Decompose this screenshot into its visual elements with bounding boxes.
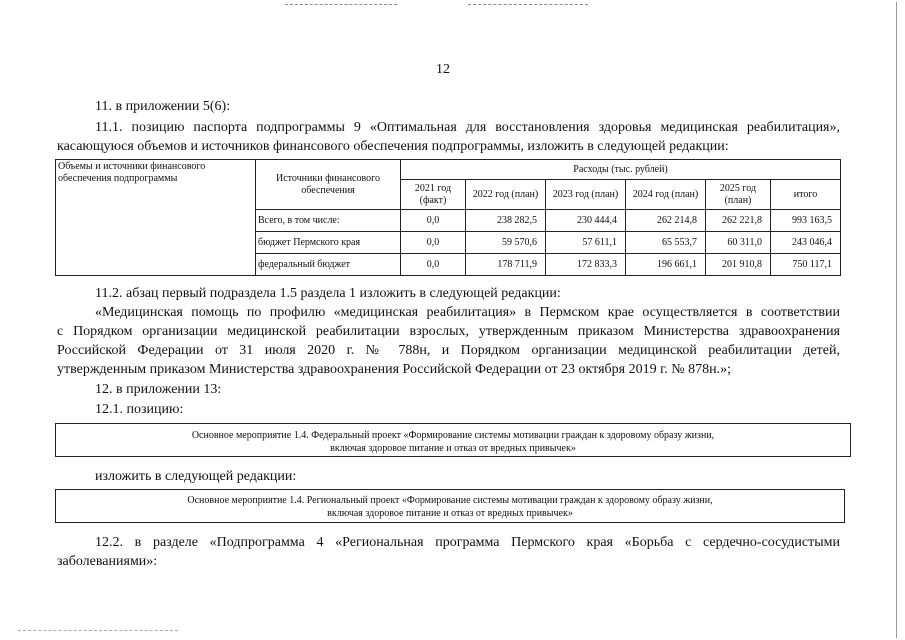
finance-table-source: федеральный бюджет <box>256 254 401 276</box>
finance-table-cell: 59 570,6 <box>466 232 546 254</box>
finance-table-cell: 238 282,5 <box>466 210 546 232</box>
finance-table-source: Всего, в том числе: <box>256 210 401 232</box>
finance-table-cell: 243 046,4 <box>771 232 841 254</box>
finance-table-cell: 57 611,1 <box>546 232 626 254</box>
scan-edge-line-top-right <box>468 4 588 5</box>
finance-table-cell: 60 311,0 <box>706 232 771 254</box>
new-position-box <box>55 489 845 523</box>
finance-table-cell: 262 214,8 <box>626 210 706 232</box>
finance-table-col-header: 2021 год (факт) <box>401 180 466 210</box>
finance-table-expenses-header: Расходы (тыс. рублей) <box>401 160 841 180</box>
finance-table-cell: 230 444,4 <box>546 210 626 232</box>
quote-line3: Российской Федерации от 31 июля 2020 г. № 788н, и Порядком организации медицинской реабилитации детей, <box>57 343 840 358</box>
finance-table-cell: 178 711,9 <box>466 254 546 276</box>
finance-table-cell: 993 163,5 <box>771 210 841 232</box>
scan-edge-line-right <box>896 2 897 638</box>
finance-table-cell: 0,0 <box>401 210 466 232</box>
restate-label: изложить в следующей редакции: <box>95 469 297 484</box>
finance-table-cell: 0,0 <box>401 254 466 276</box>
finance-table-cell: 172 833,3 <box>546 254 626 276</box>
scan-edge-line-top-left <box>285 4 397 5</box>
new-position-line1: Основное мероприятие 1.4. Региональный проект «Формирование системы мотивации граждан к здоровому образу жизни, <box>187 495 713 506</box>
quote-line4: утвержденным приказом Министерства здравоохранения Российской Федерации от 23 октября 2019 г. № 878н.»; <box>57 362 732 377</box>
finance-table-row-header: Объемы и источники финансового обеспечения подпрограммы <box>56 160 256 276</box>
quote-line1: «Медицинская помощь по профилю «медицинская реабилитация» в Пермском крае осуществляется в соответствии <box>95 305 840 320</box>
finance-table-cell: 196 661,1 <box>626 254 706 276</box>
item-12-2-line1: 12.2. в разделе «Подпрограмма 4 «Региональная программа Пермского края «Борьба с сердечно-сосудистыми <box>95 535 840 550</box>
quote-line2: с Порядком организации медицинской реабилитации взрослых, утвержденным приказом Министерства здравоохранения <box>57 324 840 339</box>
item-12: 12. в приложении 13: <box>95 382 222 397</box>
finance-table-col-header: 2023 год (план) <box>546 180 626 210</box>
old-position-box <box>55 423 851 457</box>
finance-table-col-header: 2022 год (план) <box>466 180 546 210</box>
item-11-1-line1: 11.1. позицию паспорта подпрограммы 9 «Оптимальная для восстановления здоровья медицинская реабилитация», <box>95 120 840 135</box>
new-position-line2: включая здоровое питание и отказ от вредных привычек» <box>327 508 573 519</box>
item-11-1-line2: касающуюся объемов и источников финансового обеспечения подпрограммы, изложить в следующей редакции: <box>57 139 729 154</box>
finance-table-source: бюджет Пермского края <box>256 232 401 254</box>
scan-edge-line-bottom <box>18 630 178 631</box>
finance-table-cell: 750 117,1 <box>771 254 841 276</box>
finance-table-col-header: 2024 год (план) <box>626 180 706 210</box>
old-position-line1: Основное мероприятие 1.4. Федеральный проект «Формирование системы мотивации граждан к здоровому образу жизни, <box>191 430 715 441</box>
finance-table-cell: 0,0 <box>401 232 466 254</box>
item-12-1: 12.1. позицию: <box>95 402 184 417</box>
finance-table-cell: 65 553,7 <box>626 232 706 254</box>
old-position-line2: включая здоровое питание и отказ от вредных привычек» <box>330 443 576 454</box>
item-11: 11. в приложении 5(6): <box>95 99 231 114</box>
finance-table-col-header: итого <box>771 180 841 210</box>
finance-table-cell: 262 221,8 <box>706 210 771 232</box>
item-11-2: 11.2. абзац первый подраздела 1.5 раздела 1 изложить в следующей редакции: <box>95 286 561 301</box>
finance-table <box>55 159 841 276</box>
page-number: 12 <box>436 62 450 77</box>
item-12-2-line2: заболеваниями»: <box>57 554 158 569</box>
finance-table-cell: 201 910,8 <box>706 254 771 276</box>
finance-table-col-header: 2025 год (план) <box>706 180 771 210</box>
finance-table-sources-header: Источники финансового обеспечения <box>256 160 401 210</box>
